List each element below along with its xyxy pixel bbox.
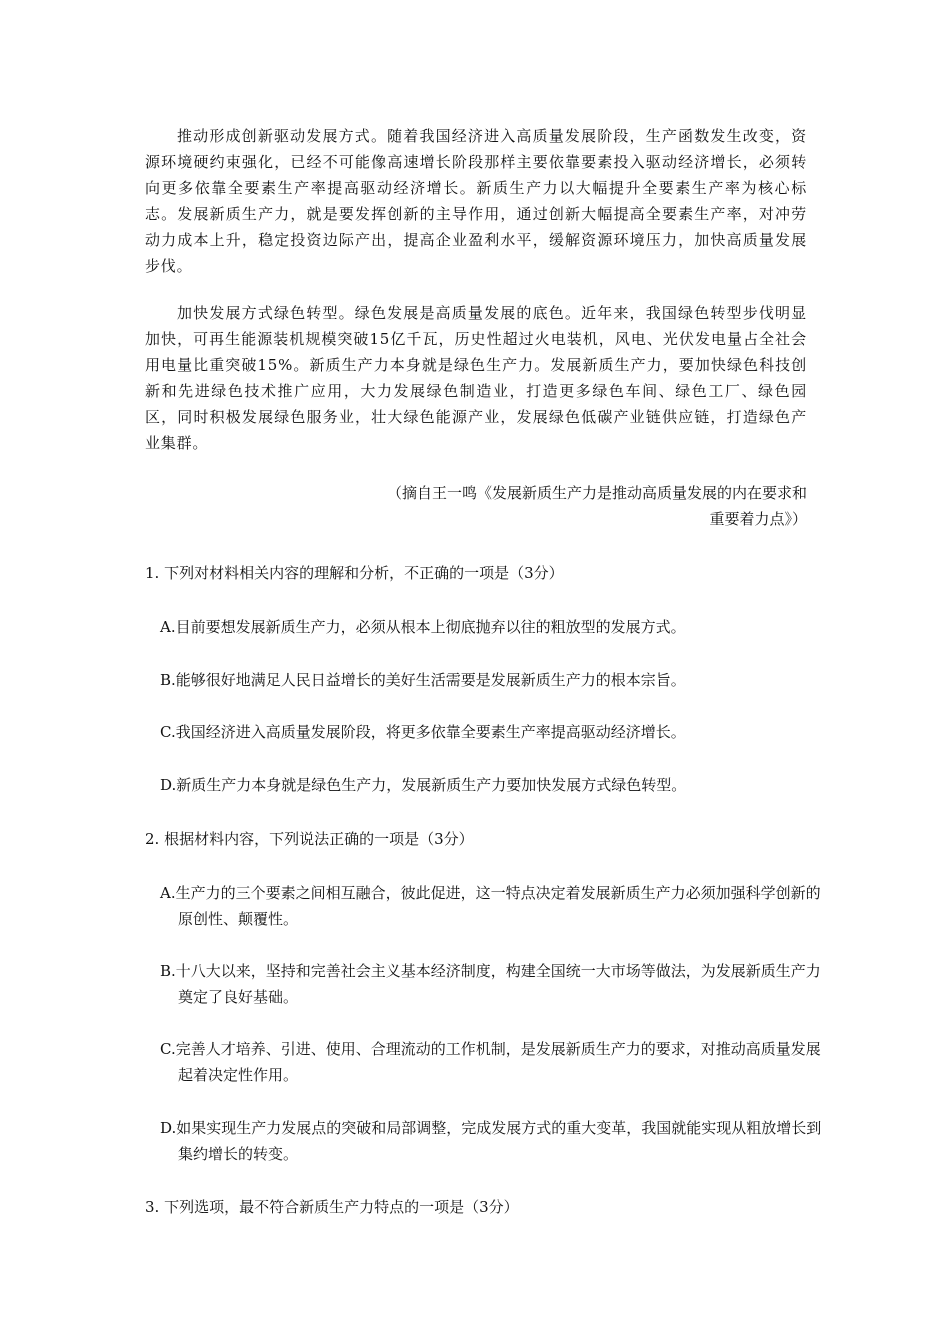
source-line-2: 重要着力点》） (709, 510, 807, 528)
question-2-stem: 2. 根据材料内容，下列说法正确的一项是（3分） (145, 830, 474, 848)
question-2-option-a: A.生产力的三个要素之间相互融合，彼此促进，这一特点决定着发展新质生产力必须加强科学创新的原创性、颠覆性。 (160, 884, 821, 928)
question-1-option-c: C.我国经济进入高质量发展阶段，将更多依靠全要素生产率提高驱动经济增长。 (160, 723, 686, 741)
question-2-option-c: C.完善人才培养、引进、使用、合理流动的工作机制，是发展新质生产力的要求，对推动高质量发展起着决定性作用。 (160, 1040, 821, 1084)
question-1-option-b: B.能够很好地满足人民日益增长的美好生活需要是发展新质生产力的根本宗旨。 (160, 671, 686, 689)
passage-paragraph-1: 推动形成创新驱动发展方式。随着我国经济进入高质量发展阶段，生产函数发生改变，资源环境硬约束强化，已经不可能像高速增长阶段那样主要依靠要素投入驱动经济增长，必须转向更多依靠全要素生产率提高驱动经济增长。新质生产力以大幅提升全要素生产率为核心标志。发展新质生产力，就是要发挥创新的主导作用，通过创新大幅提高全要素生产率，对冲劳动力成本上升，稳定投资边际产出，提高企业盈利水平，缓解资源环境压力，加快高质量发展步伐。 (145, 127, 807, 275)
passage-paragraph-2: 加快发展方式绿色转型。绿色发展是高质量发展的底色。近年来，我国绿色转型步伐明显加快，可再生能源装机规模突破15亿千瓦，历史性超过火电装机，风电、光伏发电量占全社会用电量比重突破15%。新质生产力本身就是绿色生产力。发展新质生产力，要加快绿色科技创新和先进绿色技术推广应用，大力发展绿色制造业，打造更多绿色车间、绿色工厂、绿色园区，同时积极发展绿色服务业，壮大绿色能源产业，发展绿色低碳产业链供应链，打造绿色产业集群。 (145, 304, 807, 452)
question-1-option-d: D.新质生产力本身就是绿色生产力，发展新质生产力要加快发展方式绿色转型。 (160, 776, 687, 794)
question-1-stem: 1. 下列对材料相关内容的理解和分析，不正确的一项是（3分） (145, 564, 564, 582)
question-1-option-a: A.目前要想发展新质生产力，必须从根本上彻底抛弃以往的粗放型的发展方式。 (160, 618, 686, 636)
question-2-option-b: B.十八大以来，坚持和完善社会主义基本经济制度，构建全国统一大市场等做法，为发展新质生产力奠定了良好基础。 (160, 962, 821, 1006)
question-2-option-d: D.如果实现生产力发展点的突破和局部调整，完成发展方式的重大变革，我国就能实现从粗放增长到集约增长的转变。 (160, 1119, 822, 1163)
question-3-stem: 3. 下列选项，最不符合新质生产力特点的一项是（3分） (145, 1198, 519, 1216)
source-line-1: （摘自王一鸣《发展新质生产力是推动高质量发展的内在要求和 (386, 484, 807, 502)
